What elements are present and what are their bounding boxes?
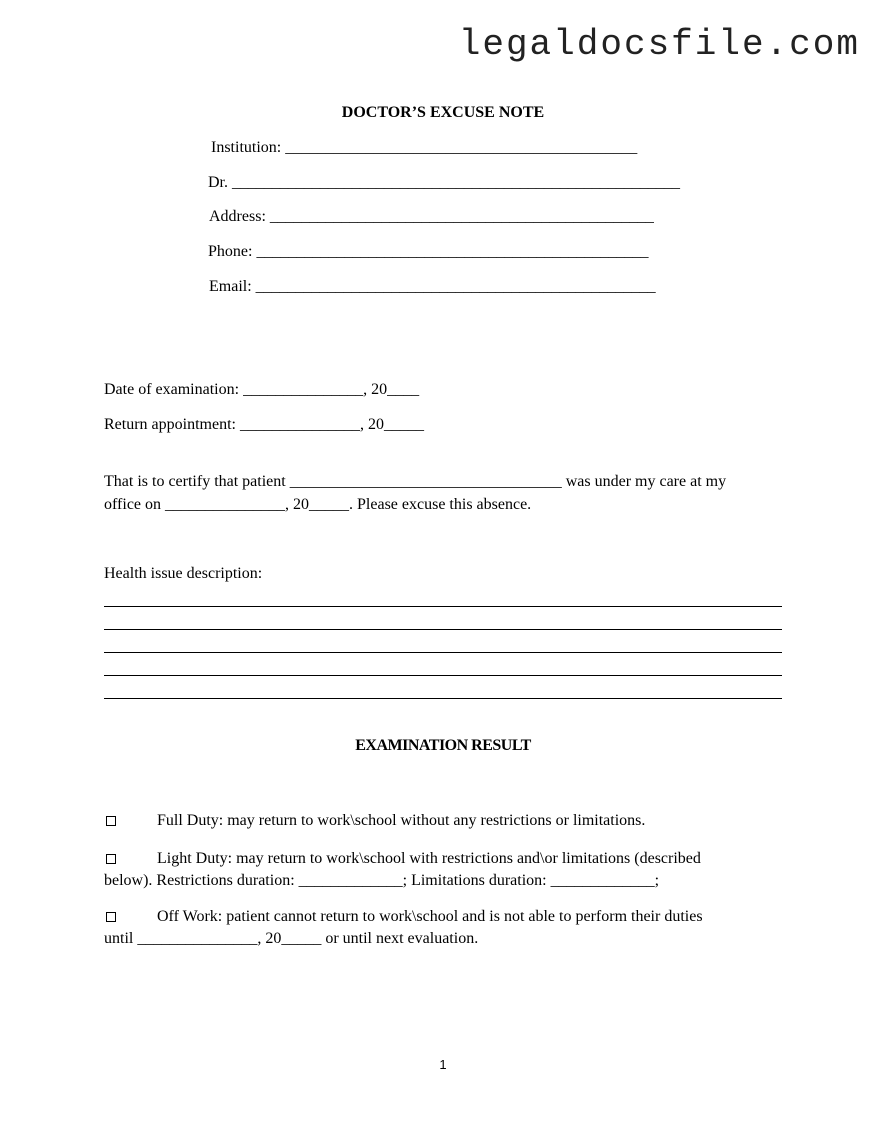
page-number: 1 [439,1057,447,1072]
certify-line-1: That is to certify that patient __________________________________ was under my care at my [104,473,727,490]
health-issue-blank-line [104,606,782,607]
phone-field: Phone: _________________________________________________ [208,243,649,260]
email-field: Email: __________________________________________________ [209,278,656,295]
health-issue-blank-line [104,698,782,699]
health-issue-blank-line [104,652,782,653]
address-field: Address: ________________________________________________ [209,208,654,225]
light-duty-checkbox[interactable] [106,854,116,864]
full-duty-checkbox[interactable] [106,816,116,826]
light-duty-durations: below). Restrictions duration: _____________; Limitations duration: _____________; [104,872,660,889]
institution-field: Institution: ____________________________________________ [211,139,638,156]
return-appointment-field: Return appointment: _______________, 20_____ [104,416,424,433]
doctor-field: Dr. ________________________________________________________ [208,174,680,191]
health-issue-label: Health issue description: [104,565,263,582]
watermark: legaldocsfile.com [458,24,860,65]
health-issue-blank-line [104,629,782,630]
health-issue-blank-line [104,675,782,676]
off-work-label: Off Work: patient cannot return to work\school and is not able to perform their duties [157,908,703,925]
light-duty-label: Light Duty: may return to work\school with restrictions and\or limitations (described [157,850,701,867]
off-work-until: until _______________, 20_____ or until next evaluation. [104,930,479,947]
off-work-checkbox[interactable] [106,912,116,922]
examination-result-title: EXAMINATION RESULT [355,737,531,754]
examination-date-field: Date of examination: _______________, 20____ [104,381,420,398]
certify-line-2: office on _______________, 20_____. Please excuse this absence. [104,496,532,513]
full-duty-label: Full Duty: may return to work\school without any restrictions or limitations. [157,812,646,829]
document-title: DOCTOR’S EXCUSE NOTE [341,104,545,121]
